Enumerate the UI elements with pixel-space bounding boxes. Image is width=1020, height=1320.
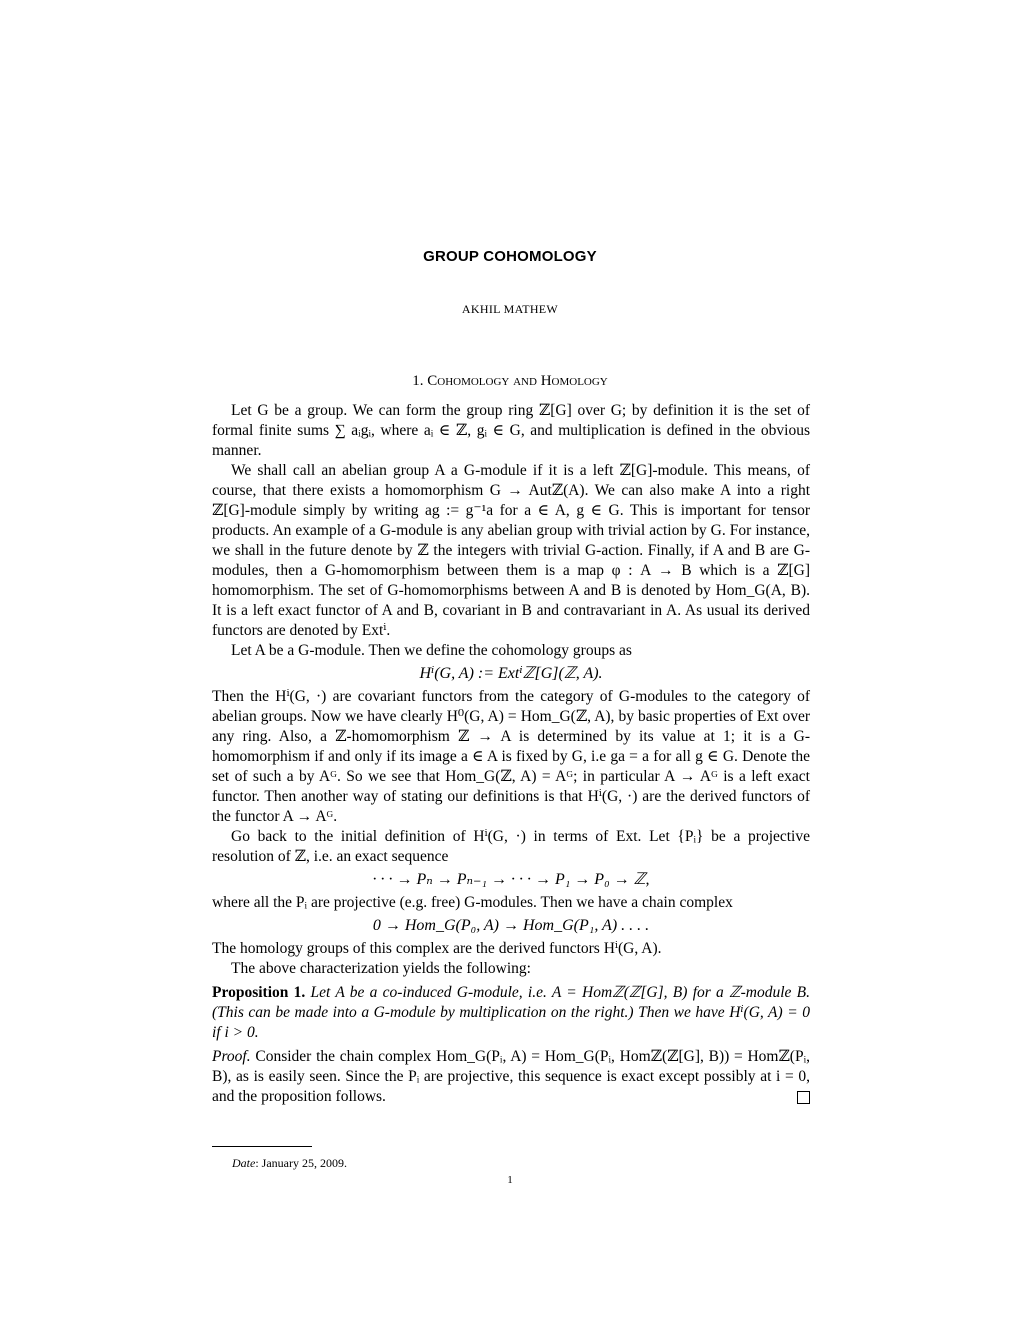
proposition-label: Proposition 1. bbox=[212, 984, 306, 1001]
paragraph-1: Let G be a group. We can form the group ring ℤ[G] over G; by definition it is the set of formal finite sums ∑ aᵢgᵢ, where aᵢ ∈ ℤ, gᵢ ∈ G, and multiplication is defined in the obvious manner. bbox=[212, 402, 810, 459]
proof-text: Consider the chain complex Hom_G(Pᵢ, A) = Hom_G(Pᵢ, Homℤ(ℤ[G], B)) = Homℤ(Pᵢ, B), as is easily seen. Since the Pᵢ are projective, this sequence is exact except possibly at i = 0, and the proposition follows. bbox=[212, 1048, 811, 1105]
paragraph-8: The above characterization yields the following: bbox=[231, 960, 531, 977]
proof-label: Proof. bbox=[212, 1048, 251, 1065]
paragraph-7: The homology groups of this complex are the derived functors Hⁱ(G, A). bbox=[212, 940, 662, 957]
paragraph-4: Then the Hⁱ(G, ·) are covariant functors from the category of G-modules to the category of abelian groups. Now we have clearly H⁰(G, A) = Hom_G(ℤ, A), by basic properties of Ext over any ring. Also, a ℤ-homomorphism ℤ → A is determined by its value at 1; it is a G-homomorphism if and only if its image a ∈ A is fixed by G, i.e ga = a for all g ∈ G. Denote the set of such a by Aᴳ. So we see that Hom_G(ℤ, A) = Aᴳ; in particular A → Aᴳ is a left exact functor. Then another way of stating our definitions is that Hⁱ(G, ·) are the derived functors of the functor A → Aᴳ. bbox=[212, 688, 810, 825]
body-text bbox=[212, 401, 810, 1107]
paragraph-6: where all the Pᵢ are projective (e.g. free) G-modules. Then we have a chain complex bbox=[212, 894, 733, 911]
section-heading bbox=[0, 373, 1020, 390]
section-number: 1. bbox=[412, 373, 424, 389]
equation-cohomology-def: Hⁱ(G, A) := Extⁱℤ[G](ℤ, A). bbox=[419, 665, 603, 682]
qed-box-icon bbox=[797, 1091, 810, 1104]
author-name: AKHIL MATHEW bbox=[461, 302, 559, 316]
footnote bbox=[232, 1156, 347, 1171]
paragraph-5: Go back to the initial definition of Hⁱ(G, ·) in terms of Ext. Let {Pᵢ} be a projective resolution of ℤ, i.e. an exact sequence bbox=[212, 828, 810, 865]
page-number: 1 bbox=[507, 1174, 513, 1186]
paragraph-2: We shall call an abelian group A a G-module if it is a left ℤ[G]-module. This means, of course, that there exists a homomorphism G → Autℤ(A). We can also make A into a right ℤ[G]-module simply by writing ag := g⁻¹a for a ∈ A, g ∈ G. This is important for tensor products. An example of a G-module is any abelian group with trivial action by G. For instance, we shall in the future denote by ℤ the integers with trivial G-action. Finally, if A and B are G-modules, then a G-homomorphism between them is a map φ : A → B which is a ℤ[G] homomorphism. The set of G-homomorphisms between A and B is denoted by Hom_G(A, B). It is a left exact functor of A and B, covariant in B and contravariant in A. As usual its derived functors are denoted by Extⁱ. bbox=[212, 462, 810, 639]
equation-resolution: · · · → Pₙ → Pₙ₋₁ → · · · → P₁ → P₀ → ℤ, bbox=[372, 871, 650, 888]
paragraph-3: Let A be a G-module. Then we define the cohomology groups as bbox=[231, 642, 632, 659]
footnote-rule bbox=[212, 1146, 312, 1147]
paper-title: GROUP COHOMOLOGY bbox=[423, 248, 597, 265]
proposition-1 bbox=[212, 983, 810, 1043]
equation-chain-complex: 0 → Hom_G(P₀, A) → Hom_G(P₁, A) . . . . bbox=[372, 917, 650, 934]
footnote-label: Date bbox=[232, 1156, 256, 1170]
footnote-text: : January 25, 2009. bbox=[255, 1156, 347, 1170]
section-title: Cohomology and Homology bbox=[427, 373, 608, 389]
proof bbox=[212, 1047, 810, 1107]
proposition-text: Let A be a co-induced G-module, i.e. A = Homℤ(ℤ[G], B) for a ℤ-module B. (This can be made into a G-module by multiplication on the right.) Then we have Hⁱ(G, A) = 0 if i > 0. bbox=[212, 984, 810, 1041]
